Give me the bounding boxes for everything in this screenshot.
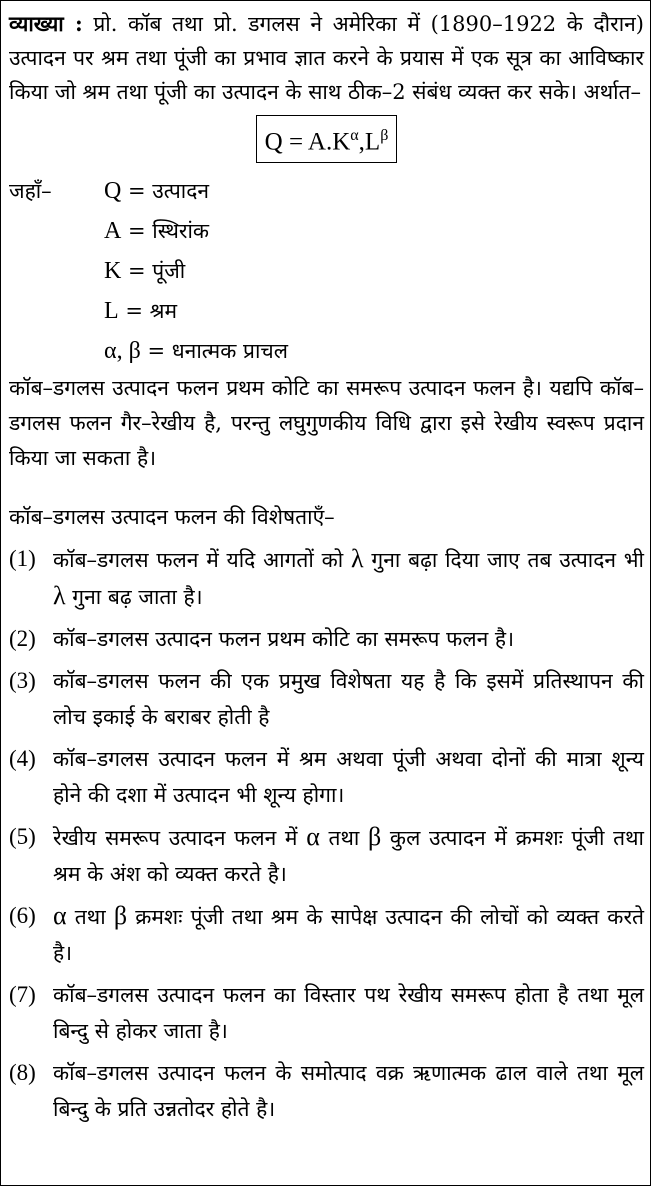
where-item <box>104 291 644 331</box>
feature-text: कॉब–डगलस उत्पादन फलन का विस्तार पथ रेखीय समरूप होता है तथा मूल बिन्दु से होकर जाता है। <box>53 983 644 1044</box>
feature-text: कॉब–डगलस फलन की एक प्रमुख विशेषता यह है कि इसमें प्रतिस्थापन की लोच इकाई के बराबर होती है <box>53 669 644 730</box>
where-block <box>9 171 644 371</box>
where-label: जहाँ– <box>9 179 52 204</box>
feature-item <box>9 819 644 892</box>
feature-text: रेखीय समरूप उत्पादन फलन में α तथा β कुल उत्पादन में क्रमशः पूंजी तथा श्रम के अंश को व्यक्त करते है। <box>53 822 644 887</box>
intro-text: प्रो. कॉब तथा प्रो. डगलस ने अमेरिका में (1890–1922 के दौरान) उत्पादन पर श्रम तथा पूंजी का प्रभाव ज्ञात करने के प्रयास में एक सूत्र का आविष्कार किया जो श्रम तथा पूंजी का उत्पादन के साथ ठीक–2 संबंध व्यक्त कर सके। अर्थात– <box>9 12 644 104</box>
feature-text: α तथा β क्रमशः पूंजी तथा श्रम के सापेक्ष उत्पादन की लोचों को व्यक्त करते है। <box>53 901 644 966</box>
where-meaning: = स्थिरांक <box>128 219 210 244</box>
feature-number: (2) <box>9 626 36 652</box>
where-symbol: A <box>104 218 122 245</box>
where-meaning: = पूंजी <box>128 259 186 284</box>
feature-number: (8) <box>9 1060 36 1086</box>
intro-paragraph <box>9 7 644 109</box>
feature-number: (6) <box>9 903 36 929</box>
feature-item <box>9 741 644 813</box>
feature-number: (5) <box>9 824 36 850</box>
formula-mid: ,L <box>358 128 381 156</box>
feature-item <box>9 541 644 615</box>
feature-text: कॉब–डगलस फलन में यदि आगतों को λ गुना बढ़ा दिया जाए तब उत्पादन भी λ गुना बढ़ जाता है। <box>53 544 645 611</box>
where-item <box>104 171 644 211</box>
feature-number: (1) <box>9 546 36 572</box>
feature-item <box>9 1055 644 1127</box>
where-symbol: L <box>104 298 119 325</box>
linearity-paragraph: कॉब–डगलस उत्पादन फलन प्रथम कोटि का समरूप उत्पादन फलन है। यद्यपि कॉब–डगलस फलन गैर–रेखीय है, परन्तु लघुगुणकीय विधि द्वारा इसे रेखीय स्वरूप प्रदान किया जा सकता है। <box>9 376 644 471</box>
where-meaning: = उत्पादन <box>128 179 210 204</box>
features-title: कॉब–डगलस उत्पादन फलन की विशेषताएँ– <box>9 505 335 530</box>
feature-text: कॉब–डगलस उत्पादन फलन प्रथम कोटि का समरूप फलन है। <box>53 627 515 652</box>
where-symbol: K <box>104 258 122 285</box>
where-item <box>104 211 644 251</box>
where-item <box>104 331 644 371</box>
feature-item <box>9 663 644 735</box>
feature-text: कॉब–डगलस उत्पादन फलन के समोत्पाद वक्र ऋणात्मक ढाल वाले तथा मूल बिन्दु के प्रति उन्नतोदर होते है। <box>53 1061 644 1122</box>
feature-item <box>9 898 644 971</box>
feature-number: (7) <box>9 982 36 1008</box>
feature-item <box>9 621 644 657</box>
feature-number: (4) <box>9 746 36 772</box>
formula-beta: β <box>380 127 389 144</box>
formula-container <box>9 115 644 163</box>
formula-base: Q = A.K <box>264 128 351 156</box>
where-item <box>104 251 644 291</box>
where-symbol: α, β <box>104 338 141 365</box>
formula-alpha: α <box>350 127 359 144</box>
where-meaning: = धनात्मक प्राचल <box>147 339 288 364</box>
where-list <box>104 171 644 371</box>
where-symbol: Q <box>104 178 122 205</box>
intro-lead: व्याख्या : <box>9 11 83 36</box>
feature-number: (3) <box>9 668 36 694</box>
feature-item <box>9 977 644 1049</box>
cobb-douglas-formula <box>256 115 398 163</box>
where-meaning: = श्रम <box>125 299 178 324</box>
feature-text: कॉब–डगलस उत्पादन फलन में श्रम अथवा पूंजी अथवा दोनों की मात्रा शून्य होने की दशा में उत्पादन भी शून्य होगा। <box>53 747 644 808</box>
